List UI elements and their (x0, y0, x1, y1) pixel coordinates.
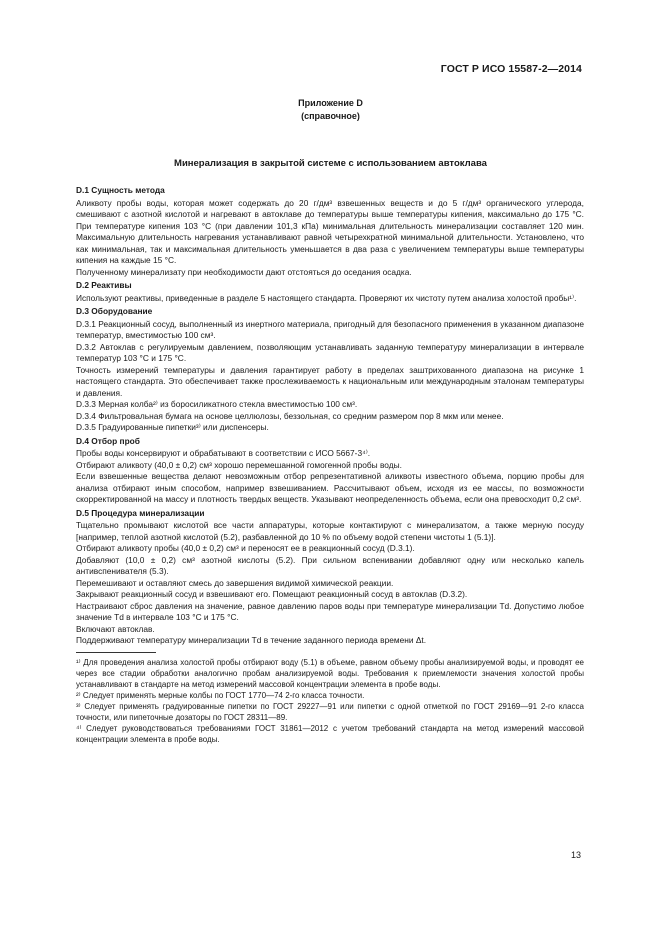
section-heading-d1: D.1 Сущность метода (76, 185, 165, 195)
paragraph: D.3.1 Реакционный сосуд, выполненный из инертного материала, пригодный для безопасного применения в указанном диапазоне температур, вместимостью 100 см³. (76, 318, 584, 340)
page-number: 13 (570, 850, 581, 860)
paragraph: D.3.2 Автоклав с регулируемым давлением, позволяющим устанавливать заданную температуру минерализации в интервале температур 103 °С и 175 °С. (76, 341, 584, 363)
paragraph: D.3.5 Градуированные пипетки³⁾ или диспенсеры. (76, 422, 269, 432)
footnote-divider (76, 652, 156, 653)
paragraph: Отбирают аликвоту пробы (40,0 ± 0,2) см³ и переносят ее в реакционный сосуд (D.3.1). (76, 543, 415, 553)
section-heading-d5: D.5 Процедура минерализации (76, 507, 205, 518)
paragraph: Включают автоклав. (76, 623, 155, 634)
appendix-label: Приложение D (298, 98, 363, 108)
section-heading-d2: D.2 Реактивы (76, 280, 132, 290)
appendix-type: (справочное) (301, 111, 360, 121)
paragraph: D.3.4 Фильтровальная бумага на основе целлюлозы, беззольная, со средним размером пор 8 мкм или менее. (76, 410, 504, 421)
paragraph: Настраивают сброс давления на значение, равное давлению паров воды при температуре минерализации Td. Допустимо любое значение Td в интервале 103 °С и 175 °С. (76, 600, 584, 622)
appendix-body (76, 183, 584, 745)
paragraph: Добавляют (10,0 ± 0,2) см³ азотной кислоты (5.2). При сильном вспенивании добавляют одну или несколько капель антивспенивателя (5.3). (76, 554, 584, 576)
paragraph: Полученному минерализату при необходимости дают отстояться до оседания осадка. (76, 266, 412, 277)
paragraph: Пробы воды консервируют и обрабатывают в соответствии с ИСО 5667-3⁴⁾. (76, 448, 371, 458)
paragraph: Закрывают реакционный сосуд и взвешивают его. Помещают реакционный сосуд в автоклав (D.3.2). (76, 589, 468, 599)
standard-code: ГОСТ Р ИСО 15587-2—2014 (440, 63, 582, 75)
section-heading-d4: D.4 Отбор проб (76, 435, 140, 446)
footnote-3: ³⁾ Следует применять градуированные пипетки по ГОСТ 29227—91 или пипетки с одной отметкой по ГОСТ 29169—91 2-го класса точности, или пипеточные дозаторы по ГОСТ 28311—89. (76, 701, 584, 722)
appendix-title: Минерализация в закрытой системе с использованием автоклава (174, 158, 487, 169)
paragraph: Отбирают аликвоту (40,0 ± 0,2) см³ хорошо перемешанной гомогенной пробы воды. (76, 459, 402, 470)
paragraph: Аликвоту пробы воды, которая может содержать до 20 г/дм³ взвешенных веществ и до 5 г/дм³ органического углерода, смешивают с азотной кислотой и нагревают в автоклаве до температуры выше температуры кипения, максимально до 175 °С. При температуре кипения 103 °С (при давлении 101,3 кПа) минимальная длительность минерализации составляет 120 мин. Максимальную длительность нагревания устанавливают равной четырехкратной минимальной длительности. Установлено, что как минимальная, так и максимальная длительность уменьшается в два раза с увеличением температуры выше температуры кипения на каждые 15 °С. (76, 197, 584, 265)
appendix-heading (0, 97, 661, 123)
paragraph: D.3.3 Мерная колба²⁾ из боросиликатного стекла вместимостью 100 см³. (76, 399, 358, 409)
footnote-1: ¹⁾ Для проведения анализа холостой пробы отбирают воду (5.1) в объеме, равном объему пробы анализируемой воды, и проводят ее через все стадии обработки аналогично пробам анализируемой воды. Требования к приемлемости значения холостой пробы устанавливают в стандарте на метод измерений массовой концентрации элемента в пробе воды. (76, 657, 584, 689)
footnote-2: ²⁾ Следует применять мерные колбы по ГОСТ 1770—74 2-го класса точности. (76, 690, 365, 700)
paragraph: Поддерживают температуру минерализации Td в течение заданного периода времени Δt. (76, 635, 427, 645)
section-heading-d3: D.3 Оборудование (76, 306, 153, 316)
paragraph: Если взвешенные вещества делают невозможным отбор репрезентативной аликвоты известного объема, порцию пробы для анализа отбирают иным способом, например взвешиванием. Рассчитывают объем, исходя из ее массы, по возможности скорректированной на массу и плотность твердых веществ. Указывают неопределенность объема, если она превосходит 0,2 см³. (76, 471, 584, 504)
paragraph: Точность измерений температуры и давления гарантирует работу в пределах заштрихованного диапазона на рисунке 1 настоящего стандарта. Это обеспечивает также прослеживаемость к национальным или международным эталонам температуры и давления. (76, 364, 584, 398)
paragraph: Тщательно промывают кислотой все части аппаратуры, которые контактируют с минерализатом, а также мерную посуду [например, теплой азотной кислотой (5.2), разбавленной до 10 % по объему водой степени чистоты 1 (5.1)]. (76, 520, 584, 542)
paragraph: Перемешивают и оставляют смесь до завершения видимой химической реакции. (76, 577, 394, 588)
paragraph: Используют реактивы, приведенные в разделе 5 настоящего стандарта. Проверяют их чистоту путем анализа холостой пробы¹⁾. (76, 292, 577, 303)
footnote-4: ⁴⁾ Следует руководствоваться требованиями ГОСТ 31861—2012 с учетом требований стандарта на метод измерений массовой концентрации элемента в пробе воды. (76, 723, 584, 744)
